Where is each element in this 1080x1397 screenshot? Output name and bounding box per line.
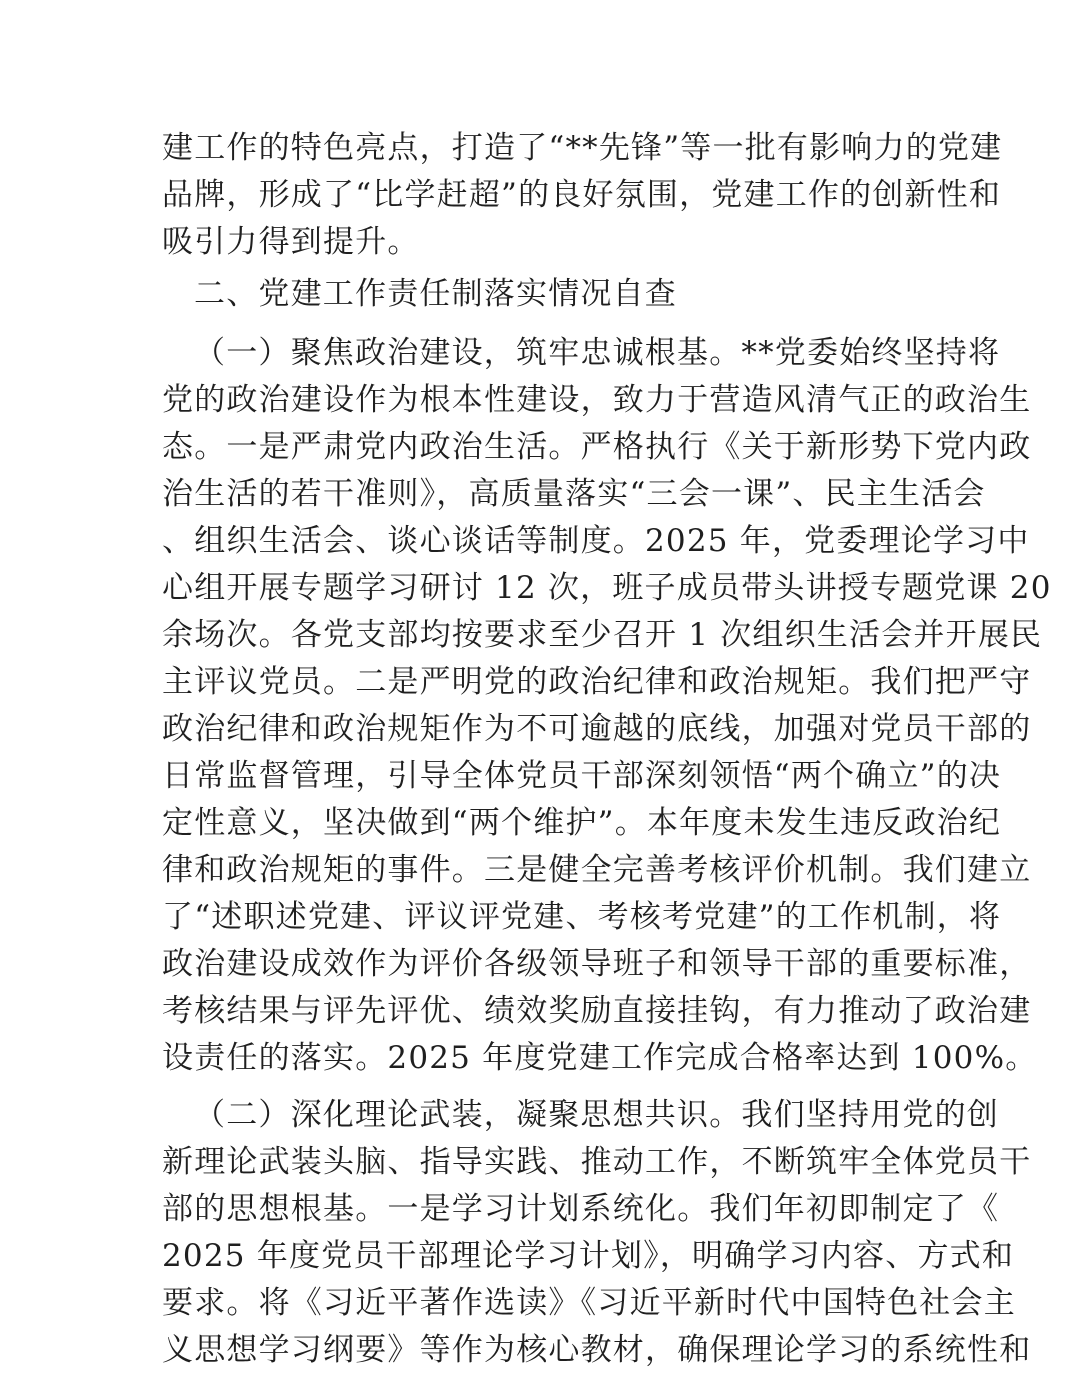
paragraph-line: 吸引力得到提升。 (162, 224, 420, 260)
paragraph-line: 定性意义，坚决做到“两个维护”。本年度未发生违反政治纪 (162, 805, 1002, 841)
paragraph-line: 义思想学习纲要》等作为核心教材，确保理论学习的系统性和 (162, 1332, 1032, 1368)
paragraph-line: 主评议党员。二是严明党的政治纪律和政治规矩。我们把严守 (162, 664, 1032, 700)
paragraph-line: 政治建设成效作为评价各级领导班子和领导干部的重要标准， (162, 946, 1032, 982)
paragraph-line: 余场次。各党支部均按要求至少召开 1 次组织生活会并开展民 (162, 617, 1043, 653)
paragraph-line: 考核结果与评先评优、绩效奖励直接挂钩，有力推动了政治建 (162, 993, 1032, 1029)
paragraph-line: 态。一是严肃党内政治生活。严格执行《关于新形势下党内政 (162, 429, 1032, 465)
paragraph-line: 律和政治规矩的事件。三是健全完善考核评价机制。我们建立 (162, 852, 1032, 888)
paragraph-line: 日常监督管理，引导全体党员干部深刻领悟“两个确立”的决 (162, 758, 1002, 794)
section-heading: 二、党建工作责任制落实情况自查 (194, 276, 677, 312)
paragraph-line: 2025 年度党员干部理论学习计划》，明确学习内容、方式和 (162, 1238, 1015, 1274)
paragraph-line: 设责任的落实。2025 年度党建工作完成合格率达到 100%。 (162, 1040, 1038, 1076)
paragraph-line: 党的政治建设作为根本性建设，致力于营造风清气正的政治生 (162, 382, 1032, 418)
paragraph-line: 政治纪律和政治规矩作为不可逾越的底线，加强对党员干部的 (162, 711, 1032, 747)
subsection-heading: （一）聚焦政治建设，筑牢忠诚根基。**党委始终坚持将 (194, 335, 1001, 371)
paragraph-line: 新理论武装头脑、指导实践、推动工作，不断筑牢全体党员干 (162, 1144, 1032, 1180)
paragraph-line: 建工作的特色亮点，打造了“**先锋”等一批有影响力的党建 (162, 130, 1003, 166)
paragraph-line: 心组开展专题学习研讨 12 次，班子成员带头讲授专题党课 20 (162, 570, 1052, 606)
paragraph-line: 部的思想根基。一是学习计划系统化。我们年初即制定了《 (162, 1191, 1000, 1227)
paragraph-line: 要求。将《习近平著作选读》《习近平新时代中国特色社会主 (162, 1285, 1016, 1321)
subsection-heading: （二）深化理论武装，凝聚思想共识。我们坚持用党的创 (194, 1097, 999, 1133)
paragraph-line: 了“述职述党建、评议评党建、考核考党建”的工作机制，将 (162, 899, 1002, 935)
paragraph-line: 品牌，形成了“比学赶超”的良好氛围，党建工作的创新性和 (162, 177, 1002, 213)
paragraph-line: 治生活的若干准则》，高质量落实“三会一课”、民主生活会 (162, 476, 986, 512)
paragraph-line: 、组织生活会、谈心谈话等制度。2025 年，党委理论学习中 (162, 523, 1030, 559)
